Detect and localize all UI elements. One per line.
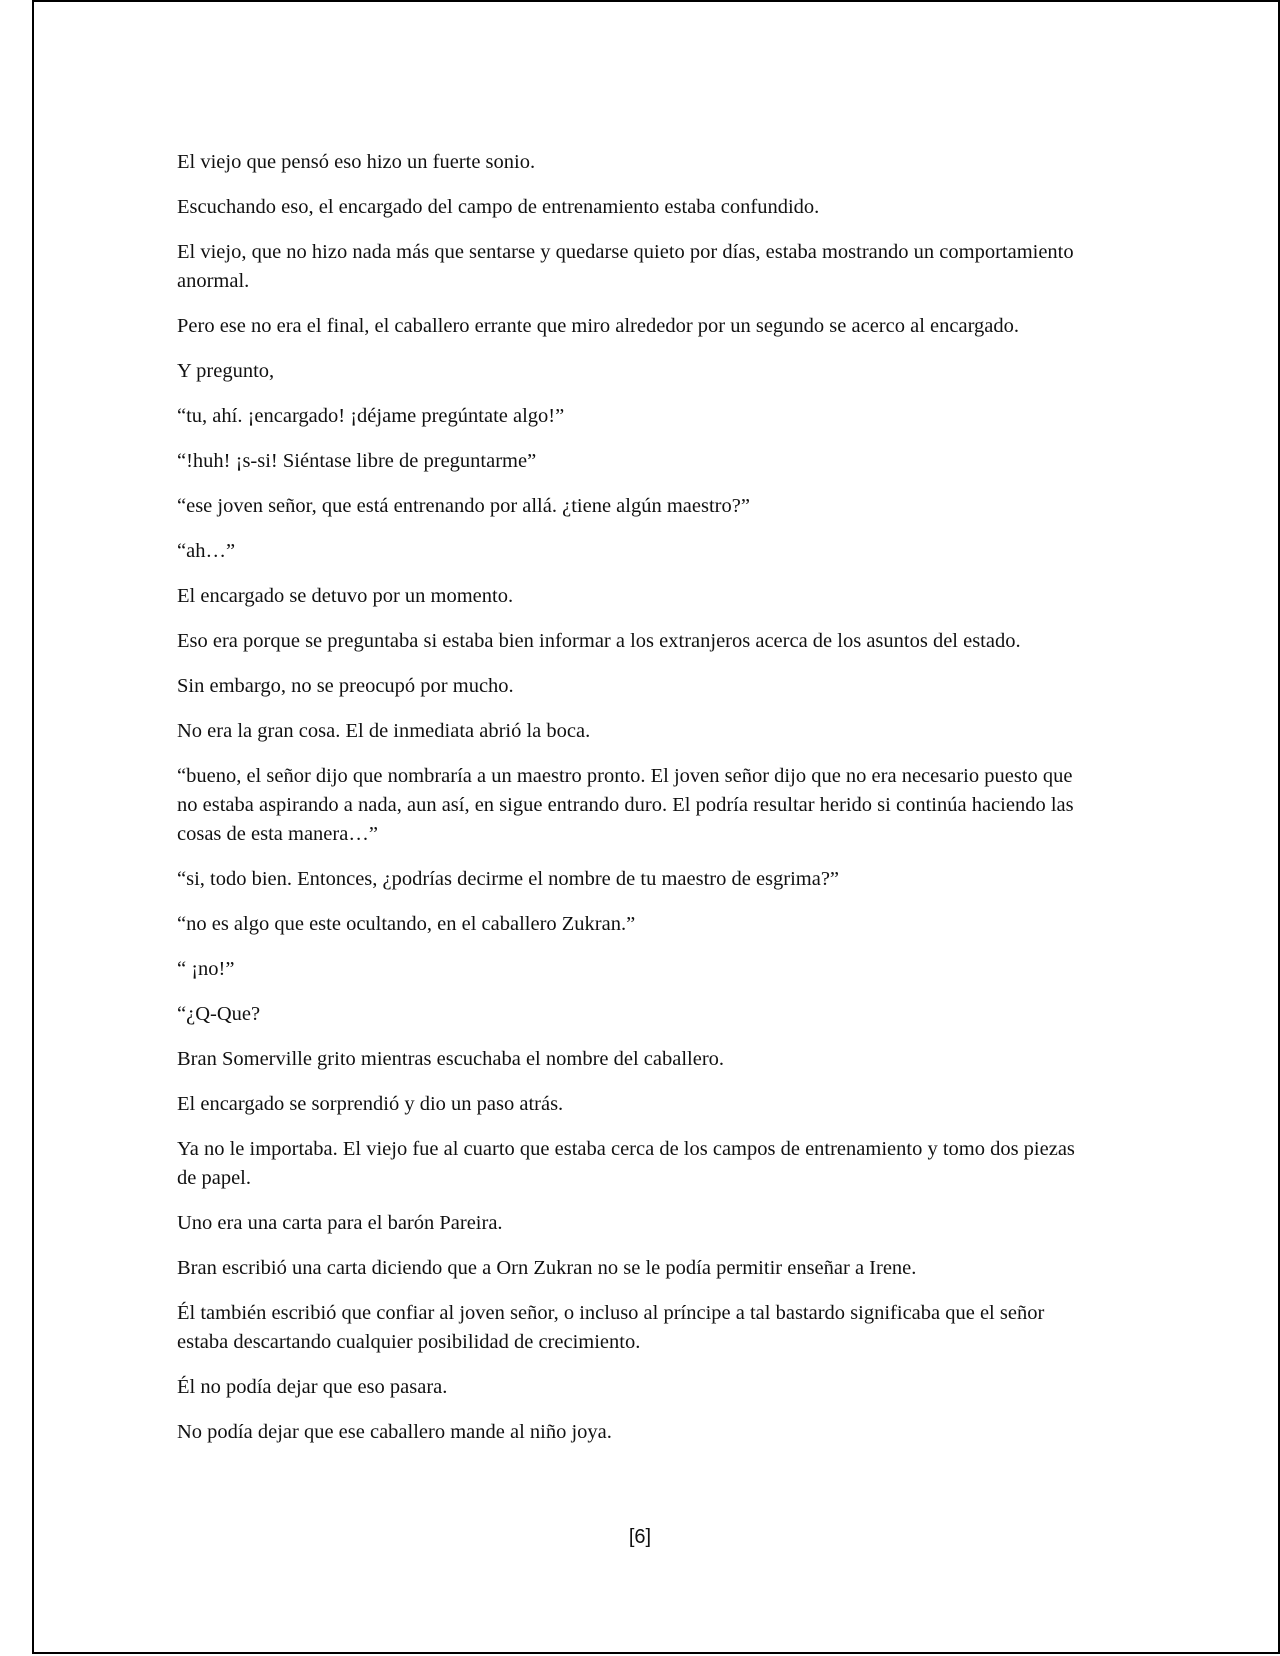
paragraph: El encargado se detuvo por un momento. xyxy=(177,585,514,607)
paragraph: Bran escribió una carta diciendo que a Orn Zukran no se le podía permitir enseñar a Irene. xyxy=(177,1257,917,1279)
page-number: [6] xyxy=(628,1526,652,1548)
paragraph: “ ¡no!” xyxy=(177,958,235,980)
paragraph: “!huh! ¡s-si! Siéntase libre de preguntarme” xyxy=(177,450,537,472)
document-body xyxy=(177,148,1097,1463)
paragraph: No podía dejar que ese caballero mande al niño joya. xyxy=(177,1421,612,1443)
paragraph: Él no podía dejar que eso pasara. xyxy=(177,1376,448,1398)
paragraph: El viejo, que no hizo nada más que sentarse y quedarse quieto por días, estaba mostrando un comportamiento anormal. xyxy=(177,241,1074,292)
paragraph: El encargado se sorprendió y dio un paso atrás. xyxy=(177,1093,564,1115)
paragraph: El viejo que pensó eso hizo un fuerte sonio. xyxy=(177,151,536,173)
paragraph: “si, todo bien. Entonces, ¿podrías decirme el nombre de tu maestro de esgrima?” xyxy=(177,868,840,890)
paragraph: Bran Somerville grito mientras escuchaba el nombre del caballero. xyxy=(177,1048,725,1070)
paragraph: Sin embargo, no se preocupó por mucho. xyxy=(177,675,514,697)
paragraph: “bueno, el señor dijo que nombraría a un maestro pronto. El joven señor dijo que no era necesario puesto que no estaba aspirando a nada, aun así, en sigue entrando duro. El podría resultar herido si continúa haciendo las cosas de esta manera…” xyxy=(177,765,1074,845)
paragraph: Él también escribió que confiar al joven señor, o incluso al príncipe a tal bastardo significaba que el señor estaba descartando cualquier posibilidad de crecimiento. xyxy=(177,1302,1045,1353)
paragraph: Escuchando eso, el encargado del campo de entrenamiento estaba confundido. xyxy=(177,196,820,218)
paragraph: Uno era una carta para el barón Pareira. xyxy=(177,1212,503,1234)
paragraph: Eso era porque se preguntaba si estaba bien informar a los extranjeros acerca de los asuntos del estado. xyxy=(177,630,1021,652)
paragraph: “tu, ahí. ¡encargado! ¡déjame pregúntate algo!” xyxy=(177,405,565,427)
paragraph: “¿Q-Que? xyxy=(177,1003,261,1025)
paragraph: “ese joven señor, que está entrenando por allá. ¿tiene algún maestro?” xyxy=(177,495,750,517)
paragraph: No era la gran cosa. El de inmediata abrió la boca. xyxy=(177,720,591,742)
paragraph: “no es algo que este ocultando, en el caballero Zukran.” xyxy=(177,913,636,935)
paragraph: “ah…” xyxy=(177,540,236,562)
paragraph: Ya no le importaba. El viejo fue al cuarto que estaba cerca de los campos de entrenamiento y tomo dos piezas de papel. xyxy=(177,1138,1075,1189)
paragraph: Pero ese no era el final, el caballero errante que miro alrededor por un segundo se acerco al encargado. xyxy=(177,315,1020,337)
paragraph: Y pregunto, xyxy=(177,360,275,382)
